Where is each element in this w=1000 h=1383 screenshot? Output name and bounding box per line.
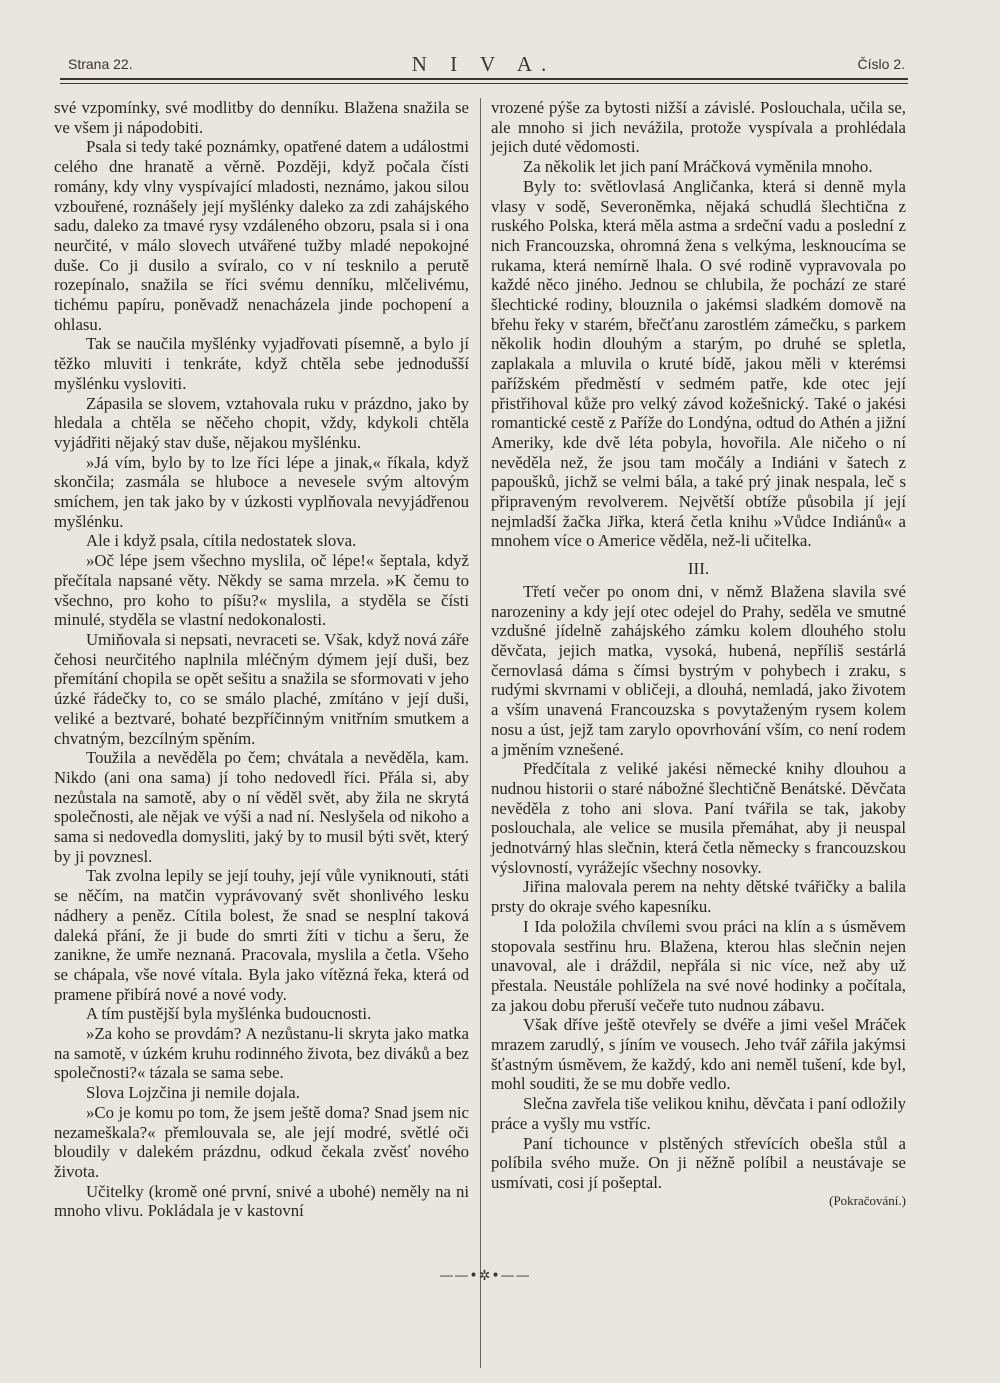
paragraph: Za několik let jich paní Mráčková vyměnila mnoho. [523,157,873,177]
paragraph: Učitelky (kromě oné první, snivé a ubohé) neměly na ni mnoho vlivu. Pokládala je v kastovní [54,1181,469,1221]
paragraph: Však dříve ještě otevřely se dvéře a jimi vešel Mráček mrazem zarudlý, s jíním ve vousech. Jeho tvář zářila jakýmsi šťastným úsměvem, že každý, kdo ani neměl tušení, kde byl, mohl souditi, že se mu dobře vedlo. [491,1015,906,1094]
paragraph: Slova Lojzčina ji nemile dojala. [86,1083,300,1103]
paragraph: Třetí večer po onom dni, v němž Blažena slavila své narozeniny a kdy její otec odejel do Prahy, seděla ve smutné vzdušné jídelně zahájského zámku kolem dlouhého stolu děvčata, jejich matka, vysoká, hubená, nepříliš sestárlá černovlasá dáma s čímsi bystrým v pohybech i zraku, s rudými skvrnami v obličeji, a dlouhá, nemladá, jako životem a vším unavená Francouzska s povytaženým rysem kolem nosu a úst, jejž tam zarylo opovrhování vším, co není rodem a jměním vznešené. [491,581,906,759]
issue-number: Číslo 2. [857,56,905,72]
paragraph: Tak zvolna lepily se její touhy, její vůle vyniknouti, státi se něčím, na matčin vyprávovaný svět shonlivého lesku nádhery a peněz. Cítila bolest, že snad se nesplní taková daleká přání, že ji bude do smrti žíti v tichu a šeru, že zanikne, že umře neznaná. Pracovala, myslila a četla. Všeho se chápala, vše nové vítala. Byla jako vítězná řeka, která od pramene přibírá nové a nové vody. [54,866,469,1004]
paragraph: Jiřina malovala perem na nehty dětské tvářičky a balila prsty do okraje svého kapesníku. [491,877,906,917]
paragraph: »Já vím, bylo by to lze říci lépe a jinak,« říkala, když skončila; zasmála se hluboce a nevesele svým altovým smíchem, jen tak jako by v úzkosti vyplňovala nevyjádřenou myšlénku. [54,452,469,531]
paragraph: Psala si tedy také poznámky, opatřené datem a událostmi celého dne hranatě a věrně. Později, když počala čísti romány, kdy vlny vyspívající mladosti, neznámo, jakou silou vzbouřené, roznášely její myšlénky daleko za zdi zahájského sadu, daleko za tmavé rysy vzdáleného obzoru, psala si i ona neurčité, v málo slovech utvářené tužby mladé nepokojné duše. Co ji dusilo a svíralo, co v ní tesknilo a perutě rozepínalo, snažila se říci svému denníku, mlčelivému, tichému papíru, poněvadž nenacházela jinde pochopení a ohlasu. [54,137,469,334]
header-rule [60,78,908,80]
right-column [491,98,906,1210]
left-column [54,98,469,1221]
right-column-bottom [491,582,906,1193]
paragraph: Předčítala z veliké jakési německé knihy dlouhou a nudnou historii o staré nábožné šlechtičně Benátské. Děvčata nevěděla z toho ani slova. Paní tvářila se tak, jakoby poslouchala, ale velice se musila přemáhat, aby ji neuspal jednotvárný hlas slečnin, která četla německy s francouzskou výslovností, vyrážejíc všechny nosovky. [491,759,906,877]
paragraph: Toužila a nevěděla po čem; chvátala a nevěděla, kam. Nikdo (ani ona sama) jí toho nedovedl říci. Přála si, aby nezůstala na samotě, aby o ní věděl svět, aby žila ne skrytá společnosti, ale nějak ve výši a nad ní. Neslyšela od nikoho a sama si nedovedla domysliti, jaký by to musil býti svět, který by ji povznesl. [54,748,469,866]
right-column-top [491,98,906,551]
paragraph: I Ida položila chvílemi svou práci na klín a s úsměvem stopovala sestřinu hru. Blažena, kterou hlas slečnin nejen unavoval, ale i dráždil, nepřála si nic více, než aby už přestala. Neustále pohlížela na své nové hodinky a počítala, za jakou dobu přeruší večeře tuto nudnou zábavu. [491,916,906,1015]
paragraph: Umiňovala si nepsati, nevraceti se. Však, když nová záře čehosi neurčitého naplnila mléčným dýmem její duši, bez přemítání chopila se opět sešitu a snažila se sformovati v jeho úzké řádečky to, co se smálo plaché, zmítáno v její duši, veliké a beztvaré, bohaté bezpříčinným vnitřním smutkem a chvatným, bezcílným spěním. [54,629,469,748]
paragraph: Ale i když psala, cítila nedostatek slova. [86,531,357,551]
paragraph: »Za koho se provdám? A nezůstanu-li skryta jako matka na samotě, v úzkém kruhu rodinného života, bez diváků a bez společnosti?« tázala se sama sebe. [54,1024,469,1083]
page-number: Strana 22. [68,56,133,72]
column-divider [480,98,481,1368]
paragraph: Zápasila se slovem, vztahovala ruku v prázdno, jako by hledala a chtěla se něčeho chopit, vždy, kdykoli chtěla vyjádřiti nějaký stav duše, nějakou myšlénku. [54,393,469,452]
ornament-divider: ——•✲•—— [439,1268,531,1284]
paragraph: své vzpomínky, své modlitby do denníku. Blažena snažila se ve všem ji nápodobiti. [54,98,469,137]
masthead-title: N I V A. [411,52,556,76]
paragraph: vrozené pýše za bytosti nižší a závislé. Poslouchala, učila se, ale mnoho si jich nevážila, protože vyspívala a prohlédala jejich duté vědomosti. [491,98,906,157]
paragraph: A tím pustější byla myšlénka budoucnosti. [86,1004,372,1024]
paragraph: »Co je komu po tom, že jsem ještě doma? Snad jsem nic nezameškala?« přemlouvala se, ale její modré, světlé oči bloudily v dalekém prázdnu, odkud čekala zvěsť nového života. [54,1102,469,1181]
paragraph: »Oč lépe jsem všechno myslila, oč lépe!« šeptala, když přečítala napsané věty. Někdy se sama mrzela. »K čemu to všechno, pro koho to píšu?« myslila, a styděla se čísti minulé, styděla se vlastní nedokonalosti. [54,551,469,630]
paragraph: Tak se naučila myšlénky vyjadřovati písemně, a bylo jí těžko mluviti i tenkráte, když chtěla sebe jednodušší myšlénku vysloviti. [54,334,469,393]
paragraph: Slečna zavřela tiše velikou knihu, děvčata i paní odložily práce a vyšly mu vstříc. [491,1094,906,1133]
header-rule-thin [60,83,908,84]
continuation-note: (Pokračování.) [829,1192,906,1208]
paragraph: Paní tichounce v plstěných střevících obešla stůl a políbila svého muže. On ji něžně políbil a neustávaje se usmívati, cosi jí pošeptal. [491,1133,906,1192]
paragraph: Byly to: světlovlasá Angličanka, která si denně myla vlasy v sodě, Severoněmka, nějaká schudlá šlechtična z ruského Polska, která měla astma a srdeční vadu a poslední z nich Francouzska, ohromná žena s velkýma, lesknoucíma se rukama, která nemírně lhala. O své rodině vypravovala po každé něco jiného. Jednou se chlubila, že pochází ze staré šlechtické rodiny, blouznila o jakémsi sladkém domově na břehu řeky v starém, břečťanu zarostlém zámečku, s parkem několik hodin dlouhým a starým, po druhé se spletla, zaplakala a mluvila o kruté bídě, jakou měli v kterémsi pařížském předměstí v sedmém patře, kde otec její přistřihoval kůže pro velký závod kožešnický. Také o jakési romantické cestě z Paříže do Londýna, odtud do Athén a jižní Ameriky, kde dvě léta pobyla, hovořila. Ale ničeho o ní nevěděla než, že jsou tam močály a Indiáni v šatech z papoušků, jichž se velmi bála, a také prý jinak nespala, leč s připraveným revolverem. Největší obtíže působila jí její nejmladší žačka Jiřka, která četla knihu »Vůdce Indiánů« a mnohem více o Americe věděla, než-li učitelka. [491,176,906,551]
page-header [62,52,905,76]
section-heading: III. [687,559,710,579]
